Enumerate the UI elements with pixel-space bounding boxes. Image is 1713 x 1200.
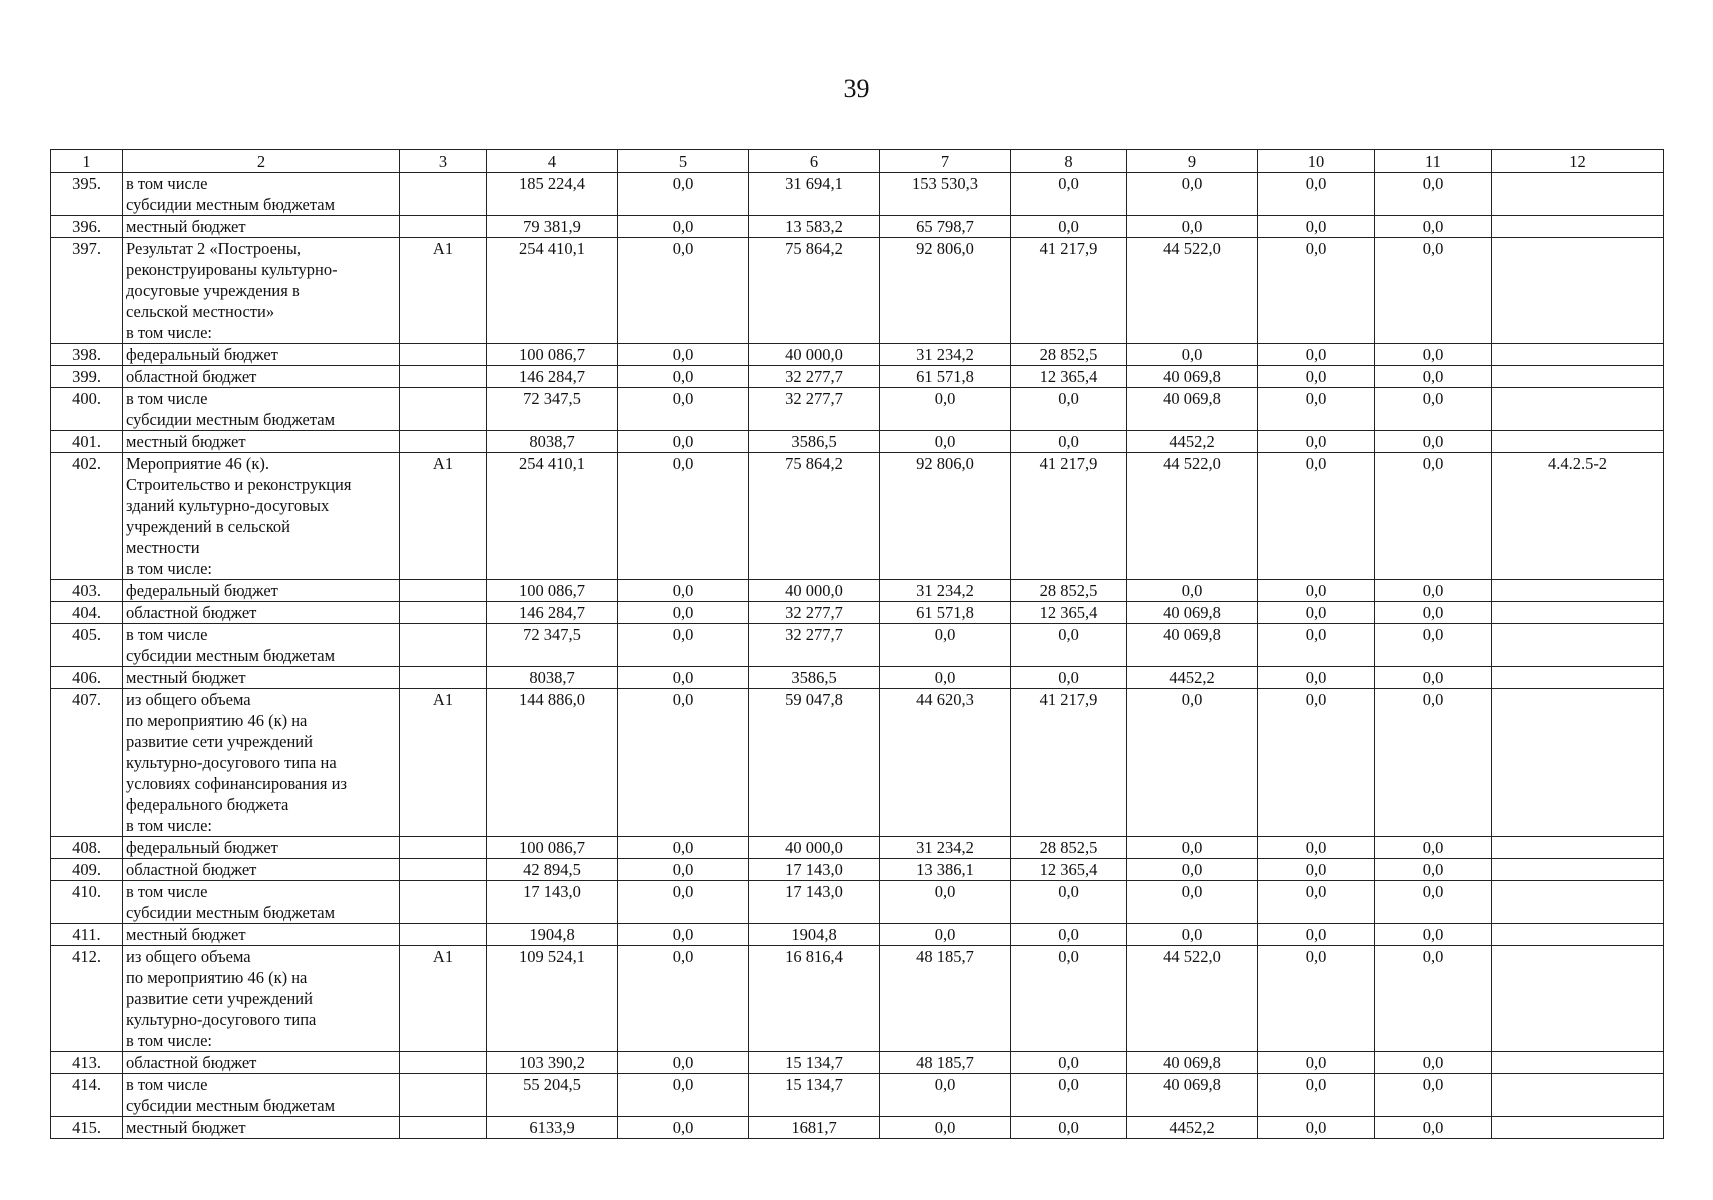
value-cell: 1904,8 <box>487 924 618 946</box>
table-row <box>51 689 1664 837</box>
value-cell: 0,0 <box>618 624 749 667</box>
value-cell: 0,0 <box>1258 580 1375 602</box>
column-header: 7 <box>880 150 1011 173</box>
value-cell: 103 390,2 <box>487 1052 618 1074</box>
value-cell: 0,0 <box>1375 173 1492 216</box>
description-cell: местный бюджет <box>123 1117 400 1139</box>
value-cell: 44 522,0 <box>1127 238 1258 344</box>
value-cell: 0,0 <box>1258 344 1375 366</box>
value-cell: 0,0 <box>1258 946 1375 1052</box>
description-cell: из общего объема по мероприятию 46 (к) на развитие сети учреждений культурно-досугового типа в том числе: <box>123 946 400 1052</box>
value-cell: 0,0 <box>1375 1074 1492 1117</box>
table-row <box>51 580 1664 602</box>
note-cell <box>1492 344 1664 366</box>
value-cell: 0,0 <box>1258 689 1375 837</box>
value-cell: 8038,7 <box>487 431 618 453</box>
value-cell: 0,0 <box>1011 1117 1127 1139</box>
column-header: 10 <box>1258 150 1375 173</box>
description-cell: Мероприятие 46 (к). Строительство и реконструкция зданий культурно-досуговых учреждений в сельской местности в том числе: <box>123 453 400 580</box>
value-cell: 0,0 <box>1375 689 1492 837</box>
row-number-cell: 396. <box>51 216 123 238</box>
value-cell: 48 185,7 <box>880 1052 1011 1074</box>
row-number-cell: 403. <box>51 580 123 602</box>
description-cell: из общего объема по мероприятию 46 (к) на развитие сети учреждений культурно-досугового типа на условиях софинансирования из федерального бюджета в том числе: <box>123 689 400 837</box>
value-cell: 0,0 <box>880 388 1011 431</box>
value-cell: 40 000,0 <box>749 837 880 859</box>
value-cell: 0,0 <box>618 602 749 624</box>
value-cell: 0,0 <box>618 238 749 344</box>
note-cell <box>1492 173 1664 216</box>
note-cell <box>1492 580 1664 602</box>
note-cell <box>1492 667 1664 689</box>
value-cell: 0,0 <box>1375 1117 1492 1139</box>
note-cell <box>1492 388 1664 431</box>
value-cell: 28 852,5 <box>1011 344 1127 366</box>
description-cell: в том числе субсидии местным бюджетам <box>123 388 400 431</box>
value-cell: 0,0 <box>1011 881 1127 924</box>
value-cell: 153 530,3 <box>880 173 1011 216</box>
value-cell: 31 234,2 <box>880 837 1011 859</box>
table-row <box>51 881 1664 924</box>
value-cell: 0,0 <box>1011 1052 1127 1074</box>
value-cell: 0,0 <box>1375 924 1492 946</box>
value-cell: 65 798,7 <box>880 216 1011 238</box>
value-cell: 0,0 <box>618 1052 749 1074</box>
value-cell: 0,0 <box>1375 238 1492 344</box>
table-row <box>51 388 1664 431</box>
value-cell: 40 069,8 <box>1127 366 1258 388</box>
table-row <box>51 667 1664 689</box>
value-cell: 0,0 <box>1258 1052 1375 1074</box>
table-row <box>51 946 1664 1052</box>
table-row <box>51 431 1664 453</box>
note-cell <box>1492 624 1664 667</box>
value-cell: 0,0 <box>880 881 1011 924</box>
value-cell: 0,0 <box>1127 173 1258 216</box>
table-row <box>51 453 1664 580</box>
value-cell: 0,0 <box>1127 837 1258 859</box>
value-cell: 0,0 <box>618 946 749 1052</box>
description-cell: местный бюджет <box>123 431 400 453</box>
value-cell: 48 185,7 <box>880 946 1011 1052</box>
row-number-cell: 395. <box>51 173 123 216</box>
value-cell: 0,0 <box>1258 602 1375 624</box>
value-cell: 0,0 <box>1375 946 1492 1052</box>
note-cell <box>1492 1074 1664 1117</box>
value-cell: 44 522,0 <box>1127 946 1258 1052</box>
value-cell: 0,0 <box>1258 624 1375 667</box>
value-cell: 0,0 <box>1127 881 1258 924</box>
value-cell: 0,0 <box>1011 946 1127 1052</box>
value-cell: 1681,7 <box>749 1117 880 1139</box>
value-cell: 6133,9 <box>487 1117 618 1139</box>
value-cell: 0,0 <box>880 431 1011 453</box>
value-cell: 3586,5 <box>749 431 880 453</box>
row-number-cell: 414. <box>51 1074 123 1117</box>
value-cell: 0,0 <box>618 689 749 837</box>
column-header: 1 <box>51 150 123 173</box>
value-cell: 72 347,5 <box>487 388 618 431</box>
value-cell: 12 365,4 <box>1011 602 1127 624</box>
description-cell: в том числе субсидии местным бюджетам <box>123 624 400 667</box>
value-cell: 146 284,7 <box>487 602 618 624</box>
note-cell: 4.4.2.5-2 <box>1492 453 1664 580</box>
row-number-cell: 407. <box>51 689 123 837</box>
value-cell: 0,0 <box>1258 837 1375 859</box>
row-number-cell: 411. <box>51 924 123 946</box>
value-cell: 0,0 <box>1127 344 1258 366</box>
value-cell: 0,0 <box>1011 1074 1127 1117</box>
note-cell <box>1492 946 1664 1052</box>
value-cell: 0,0 <box>1258 431 1375 453</box>
value-cell: 100 086,7 <box>487 580 618 602</box>
value-cell: 12 365,4 <box>1011 366 1127 388</box>
table-row <box>51 1117 1664 1139</box>
description-cell: федеральный бюджет <box>123 837 400 859</box>
row-number-cell: 409. <box>51 859 123 881</box>
value-cell: 0,0 <box>880 667 1011 689</box>
value-cell: 0,0 <box>1127 859 1258 881</box>
value-cell: 4452,2 <box>1127 1117 1258 1139</box>
note-cell <box>1492 859 1664 881</box>
value-cell: 0,0 <box>880 1074 1011 1117</box>
note-cell <box>1492 1117 1664 1139</box>
value-cell: 72 347,5 <box>487 624 618 667</box>
value-cell: 61 571,8 <box>880 366 1011 388</box>
value-cell: 0,0 <box>1258 173 1375 216</box>
table-row <box>51 1052 1664 1074</box>
row-number-cell: 408. <box>51 837 123 859</box>
header-row <box>51 150 1664 173</box>
value-cell: 0,0 <box>618 173 749 216</box>
row-number-cell: 399. <box>51 366 123 388</box>
description-cell: областной бюджет <box>123 602 400 624</box>
value-cell: 40 069,8 <box>1127 1052 1258 1074</box>
value-cell: 100 086,7 <box>487 837 618 859</box>
table-row <box>51 238 1664 344</box>
note-cell <box>1492 689 1664 837</box>
row-number-cell: 400. <box>51 388 123 431</box>
value-cell: 17 143,0 <box>487 881 618 924</box>
value-cell: 40 069,8 <box>1127 602 1258 624</box>
value-cell: 0,0 <box>1258 216 1375 238</box>
value-cell: 146 284,7 <box>487 366 618 388</box>
value-cell: 0,0 <box>1375 344 1492 366</box>
column-header: 6 <box>749 150 880 173</box>
value-cell: 41 217,9 <box>1011 453 1127 580</box>
column-header: 5 <box>618 150 749 173</box>
value-cell: 3586,5 <box>749 667 880 689</box>
code-cell <box>400 859 487 881</box>
row-number-cell: 415. <box>51 1117 123 1139</box>
value-cell: 1904,8 <box>749 924 880 946</box>
value-cell: 28 852,5 <box>1011 580 1127 602</box>
value-cell: 0,0 <box>618 388 749 431</box>
table-row <box>51 173 1664 216</box>
budget-table <box>50 149 1664 1139</box>
value-cell: 0,0 <box>1127 216 1258 238</box>
note-cell <box>1492 881 1664 924</box>
value-cell: 0,0 <box>880 624 1011 667</box>
value-cell: 40 069,8 <box>1127 1074 1258 1117</box>
value-cell: 0,0 <box>1258 366 1375 388</box>
code-cell: А1 <box>400 946 487 1052</box>
value-cell: 44 522,0 <box>1127 453 1258 580</box>
value-cell: 61 571,8 <box>880 602 1011 624</box>
value-cell: 0,0 <box>618 837 749 859</box>
value-cell: 0,0 <box>618 1117 749 1139</box>
value-cell: 13 386,1 <box>880 859 1011 881</box>
code-cell <box>400 173 487 216</box>
column-header: 4 <box>487 150 618 173</box>
value-cell: 0,0 <box>618 924 749 946</box>
column-header: 11 <box>1375 150 1492 173</box>
code-cell <box>400 216 487 238</box>
code-cell: А1 <box>400 689 487 837</box>
value-cell: 32 277,7 <box>749 602 880 624</box>
table-row <box>51 624 1664 667</box>
value-cell: 32 277,7 <box>749 624 880 667</box>
code-cell <box>400 366 487 388</box>
description-cell: местный бюджет <box>123 667 400 689</box>
value-cell: 0,0 <box>1375 1052 1492 1074</box>
value-cell: 0,0 <box>1011 431 1127 453</box>
value-cell: 0,0 <box>1375 624 1492 667</box>
value-cell: 8038,7 <box>487 667 618 689</box>
code-cell <box>400 388 487 431</box>
description-cell: в том числе субсидии местным бюджетам <box>123 173 400 216</box>
value-cell: 0,0 <box>1258 388 1375 431</box>
column-header: 2 <box>123 150 400 173</box>
table-row <box>51 344 1664 366</box>
value-cell: 0,0 <box>1258 1117 1375 1139</box>
value-cell: 0,0 <box>1375 602 1492 624</box>
code-cell <box>400 580 487 602</box>
value-cell: 17 143,0 <box>749 881 880 924</box>
value-cell: 0,0 <box>1258 667 1375 689</box>
value-cell: 13 583,2 <box>749 216 880 238</box>
description-cell: областной бюджет <box>123 366 400 388</box>
value-cell: 100 086,7 <box>487 344 618 366</box>
note-cell <box>1492 238 1664 344</box>
table-body <box>51 173 1664 1139</box>
table-row <box>51 216 1664 238</box>
note-cell <box>1492 837 1664 859</box>
value-cell: 28 852,5 <box>1011 837 1127 859</box>
value-cell: 0,0 <box>880 924 1011 946</box>
value-cell: 0,0 <box>1375 453 1492 580</box>
table-row <box>51 602 1664 624</box>
value-cell: 79 381,9 <box>487 216 618 238</box>
description-cell: Результат 2 «Построены, реконструированы культурно- досуговые учреждения в сельской местности» в том числе: <box>123 238 400 344</box>
note-cell <box>1492 216 1664 238</box>
value-cell: 12 365,4 <box>1011 859 1127 881</box>
value-cell: 109 524,1 <box>487 946 618 1052</box>
value-cell: 44 620,3 <box>880 689 1011 837</box>
value-cell: 40 000,0 <box>749 580 880 602</box>
note-cell <box>1492 924 1664 946</box>
note-cell <box>1492 366 1664 388</box>
value-cell: 185 224,4 <box>487 173 618 216</box>
value-cell: 0,0 <box>1127 580 1258 602</box>
value-cell: 0,0 <box>1258 881 1375 924</box>
value-cell: 0,0 <box>1375 881 1492 924</box>
value-cell: 0,0 <box>1258 1074 1375 1117</box>
table-row <box>51 837 1664 859</box>
row-number-cell: 404. <box>51 602 123 624</box>
description-cell: в том числе субсидии местным бюджетам <box>123 881 400 924</box>
value-cell: 0,0 <box>1258 859 1375 881</box>
value-cell: 0,0 <box>1375 667 1492 689</box>
value-cell: 17 143,0 <box>749 859 880 881</box>
row-number-cell: 402. <box>51 453 123 580</box>
value-cell: 31 234,2 <box>880 580 1011 602</box>
value-cell: 0,0 <box>1258 238 1375 344</box>
value-cell: 0,0 <box>1375 837 1492 859</box>
value-cell: 0,0 <box>618 580 749 602</box>
description-cell: областной бюджет <box>123 1052 400 1074</box>
row-number-cell: 397. <box>51 238 123 344</box>
value-cell: 144 886,0 <box>487 689 618 837</box>
value-cell: 0,0 <box>1011 173 1127 216</box>
description-cell: областной бюджет <box>123 859 400 881</box>
value-cell: 0,0 <box>618 859 749 881</box>
value-cell: 42 894,5 <box>487 859 618 881</box>
value-cell: 0,0 <box>1258 924 1375 946</box>
value-cell: 0,0 <box>1258 453 1375 580</box>
value-cell: 0,0 <box>1375 859 1492 881</box>
description-cell: местный бюджет <box>123 924 400 946</box>
column-header: 8 <box>1011 150 1127 173</box>
value-cell: 0,0 <box>1011 667 1127 689</box>
value-cell: 41 217,9 <box>1011 689 1127 837</box>
value-cell: 0,0 <box>1375 388 1492 431</box>
value-cell: 0,0 <box>1127 689 1258 837</box>
code-cell: А1 <box>400 453 487 580</box>
code-cell <box>400 1117 487 1139</box>
table-row <box>51 1074 1664 1117</box>
value-cell: 15 134,7 <box>749 1074 880 1117</box>
value-cell: 32 277,7 <box>749 366 880 388</box>
table-row <box>51 924 1664 946</box>
row-number-cell: 405. <box>51 624 123 667</box>
value-cell: 0,0 <box>1127 924 1258 946</box>
value-cell: 32 277,7 <box>749 388 880 431</box>
value-cell: 75 864,2 <box>749 238 880 344</box>
value-cell: 31 694,1 <box>749 173 880 216</box>
value-cell: 0,0 <box>1375 366 1492 388</box>
value-cell: 254 410,1 <box>487 453 618 580</box>
value-cell: 0,0 <box>618 1074 749 1117</box>
code-cell <box>400 344 487 366</box>
value-cell: 0,0 <box>618 453 749 580</box>
code-cell <box>400 837 487 859</box>
note-cell <box>1492 431 1664 453</box>
value-cell: 41 217,9 <box>1011 238 1127 344</box>
code-cell <box>400 1074 487 1117</box>
code-cell <box>400 602 487 624</box>
row-number-cell: 398. <box>51 344 123 366</box>
value-cell: 15 134,7 <box>749 1052 880 1074</box>
value-cell: 0,0 <box>1011 924 1127 946</box>
value-cell: 0,0 <box>1375 216 1492 238</box>
value-cell: 16 816,4 <box>749 946 880 1052</box>
code-cell <box>400 1052 487 1074</box>
value-cell: 40 000,0 <box>749 344 880 366</box>
value-cell: 0,0 <box>618 216 749 238</box>
row-number-cell: 413. <box>51 1052 123 1074</box>
value-cell: 40 069,8 <box>1127 388 1258 431</box>
value-cell: 0,0 <box>1375 580 1492 602</box>
value-cell: 0,0 <box>618 366 749 388</box>
row-number-cell: 401. <box>51 431 123 453</box>
value-cell: 31 234,2 <box>880 344 1011 366</box>
column-header: 12 <box>1492 150 1664 173</box>
value-cell: 0,0 <box>1011 624 1127 667</box>
value-cell: 4452,2 <box>1127 431 1258 453</box>
row-number-cell: 412. <box>51 946 123 1052</box>
column-header: 9 <box>1127 150 1258 173</box>
value-cell: 0,0 <box>618 881 749 924</box>
value-cell: 75 864,2 <box>749 453 880 580</box>
description-cell: федеральный бюджет <box>123 344 400 366</box>
page-number: 39 <box>843 74 870 103</box>
description-cell: в том числе субсидии местным бюджетам <box>123 1074 400 1117</box>
value-cell: 0,0 <box>618 431 749 453</box>
value-cell: 92 806,0 <box>880 238 1011 344</box>
code-cell: А1 <box>400 238 487 344</box>
description-cell: федеральный бюджет <box>123 580 400 602</box>
value-cell: 92 806,0 <box>880 453 1011 580</box>
value-cell: 0,0 <box>618 344 749 366</box>
code-cell <box>400 667 487 689</box>
code-cell <box>400 624 487 667</box>
value-cell: 59 047,8 <box>749 689 880 837</box>
code-cell <box>400 431 487 453</box>
value-cell: 0,0 <box>880 1117 1011 1139</box>
row-number-cell: 410. <box>51 881 123 924</box>
note-cell <box>1492 602 1664 624</box>
value-cell: 4452,2 <box>1127 667 1258 689</box>
table-row <box>51 859 1664 881</box>
value-cell: 55 204,5 <box>487 1074 618 1117</box>
value-cell: 0,0 <box>618 667 749 689</box>
code-cell <box>400 881 487 924</box>
value-cell: 40 069,8 <box>1127 624 1258 667</box>
note-cell <box>1492 1052 1664 1074</box>
value-cell: 0,0 <box>1011 216 1127 238</box>
column-header: 3 <box>400 150 487 173</box>
value-cell: 254 410,1 <box>487 238 618 344</box>
table-row <box>51 366 1664 388</box>
row-number-cell: 406. <box>51 667 123 689</box>
value-cell: 0,0 <box>1375 431 1492 453</box>
code-cell <box>400 924 487 946</box>
description-cell: местный бюджет <box>123 216 400 238</box>
value-cell: 0,0 <box>1011 388 1127 431</box>
